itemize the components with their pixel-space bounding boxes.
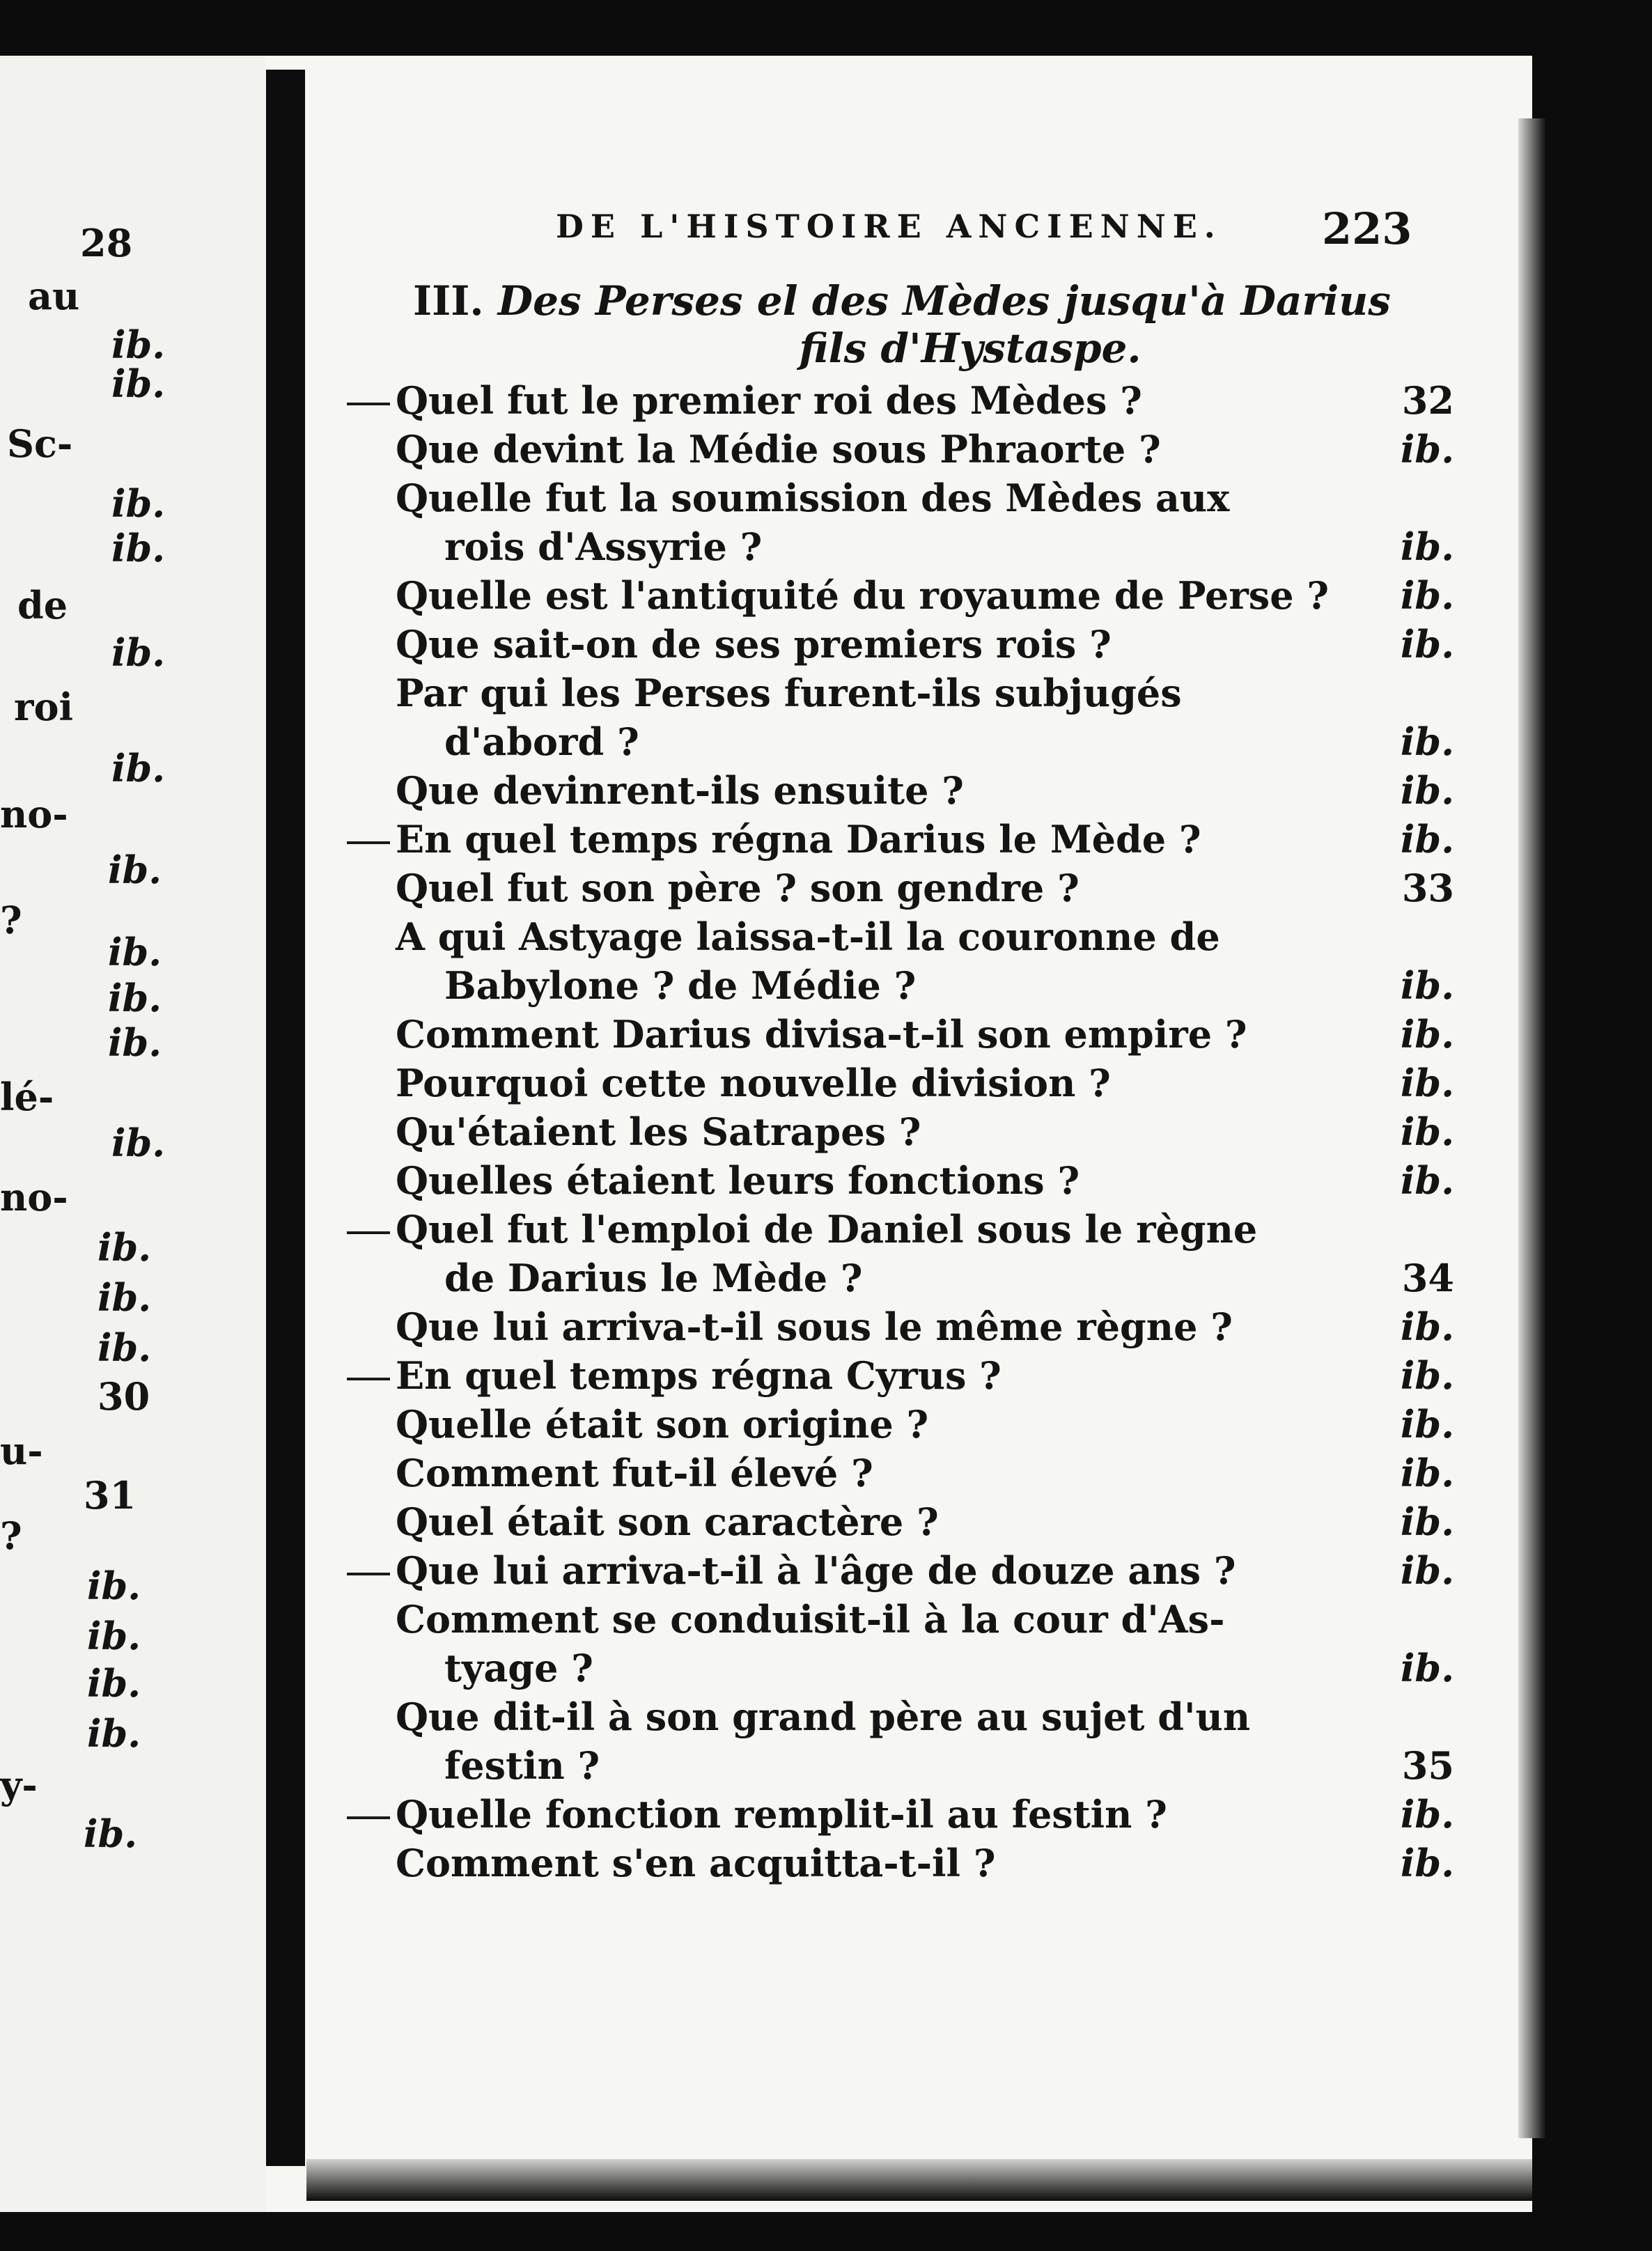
section-title-line2: fils d'Hystaspe. [799, 325, 1141, 372]
scan-border-bottom [0, 2212, 1652, 2251]
entry-page-ref: ib. [1400, 524, 1454, 569]
entry-question: Quelle est l'antiquité du royaume de Perse ? [396, 573, 1330, 618]
left-page-item: ? [0, 1513, 22, 1558]
entry-question: Quelle fut la soumission des Mèdes aux [396, 476, 1230, 520]
margin-pencil-mark [347, 1573, 390, 1575]
entry-page-ref: ib. [1400, 1792, 1454, 1837]
margin-pencil-mark [347, 403, 390, 405]
entry-page-ref: ib. [1400, 573, 1454, 618]
left-page-item: ib. [98, 1275, 152, 1320]
entry-page-ref: ib. [1400, 1304, 1454, 1349]
toc-entry [396, 1156, 1454, 1205]
entry-question: Pourquoi cette nouvelle division ? [396, 1061, 1111, 1105]
entry-page-ref: ib. [1400, 1548, 1454, 1593]
left-page-item: ib. [111, 630, 166, 675]
left-page-fragment [0, 56, 266, 2212]
entry-question: Que sait-on de ses premiers rois ? [396, 622, 1112, 667]
entry-question: Que lui arriva-t-il à l'âge de douze ans ? [396, 1548, 1236, 1593]
running-title: DE L'HISTOIRE ANCIENNE. [556, 208, 1222, 245]
entry-question: En quel temps régna Cyrus ? [396, 1353, 1002, 1398]
section-title [413, 277, 1472, 372]
left-page-item: au [28, 274, 80, 318]
toc-entry [396, 669, 1454, 766]
margin-pencil-mark [347, 1231, 390, 1234]
toc-entry [396, 815, 1454, 864]
entry-page-ref: 34 [1401, 1256, 1454, 1300]
page-bottom-shadow [306, 2159, 1532, 2201]
entry-question: Comment se conduisit-il à la cour d'As- [396, 1597, 1225, 1642]
left-page-item: de [17, 583, 68, 628]
left-page-item: ib. [84, 1812, 138, 1856]
left-page-item: ib. [108, 848, 162, 892]
entry-question: Comment s'en acquitta-t-il ? [396, 1841, 996, 1885]
entry-page-ref: ib. [1400, 1012, 1454, 1057]
left-page-item: ib. [87, 1661, 141, 1706]
entry-question-continuation: tyage ? [444, 1646, 593, 1690]
left-page-item: ib. [98, 1325, 152, 1370]
toc-entry [396, 1497, 1454, 1546]
entry-question: Que devinrent-ils ensuite ? [396, 768, 964, 813]
toc-entry [396, 864, 1454, 912]
margin-pencil-mark [347, 1378, 390, 1380]
entry-question: Quel fut le premier roi des Mèdes ? [396, 378, 1142, 423]
entry-question: Comment fut-il élevé ? [396, 1451, 873, 1495]
entry-page-ref: ib. [1400, 719, 1454, 764]
entry-question: Que dit-il à son grand père au sujet d'un [396, 1695, 1251, 1739]
entry-page-ref: ib. [1400, 1158, 1454, 1203]
book-gutter [266, 70, 305, 2166]
scan-border-top [0, 0, 1652, 56]
entry-question: A qui Astyage laissa-t-il la couronne de [396, 914, 1220, 959]
entry-page-ref: 32 [1401, 378, 1454, 423]
entry-page-ref: ib. [1400, 963, 1454, 1008]
left-page-item: ib. [87, 1564, 141, 1608]
entry-question-continuation: de Darius le Mède ? [444, 1256, 863, 1300]
left-page-item: ib. [87, 1711, 141, 1756]
entry-page-ref: ib. [1400, 768, 1454, 813]
toc-entry [396, 1351, 1454, 1400]
toc-entry [396, 376, 1454, 425]
entry-page-ref: ib. [1400, 817, 1454, 862]
left-page-item: ib. [108, 1020, 162, 1065]
entry-page-ref: ib. [1400, 1451, 1454, 1495]
left-page-item: 31 [84, 1473, 137, 1518]
section-title-line1: Des Perses el des Mèdes jusqu'à Darius [497, 277, 1391, 325]
entry-question: Quelles étaient leurs fonctions ? [396, 1158, 1080, 1203]
toc-entry [396, 1059, 1454, 1107]
section-number: III. [413, 277, 484, 325]
entry-page-ref: ib. [1400, 1061, 1454, 1105]
entry-question: Qu'étaient les Satrapes ? [396, 1109, 921, 1154]
entry-question: Quelle fonction remplit-il au festin ? [396, 1792, 1167, 1837]
left-page-item: no- [0, 792, 68, 836]
left-page-item: ib. [98, 1225, 152, 1270]
left-page-item: ib. [111, 361, 166, 406]
toc-entry [396, 1107, 1454, 1156]
toc-entry [396, 766, 1454, 815]
toc-entry [396, 620, 1454, 669]
toc-entry [396, 1839, 1454, 1887]
toc-entry [396, 912, 1454, 1010]
left-page-item: 28 [80, 221, 133, 265]
toc-entry [396, 1449, 1454, 1497]
entry-question-continuation: d'abord ? [444, 719, 639, 764]
left-page-item: ib. [111, 481, 166, 526]
toc-entry [396, 1400, 1454, 1449]
page-edge-shadow [1518, 118, 1546, 2138]
left-page-item: lé- [0, 1075, 54, 1119]
toc-entry [396, 1302, 1454, 1351]
entry-page-ref: ib. [1400, 1353, 1454, 1398]
entry-question: Quel fut son père ? son gendre ? [396, 866, 1080, 910]
entry-page-ref: ib. [1400, 1646, 1454, 1690]
left-page-item: ib. [108, 930, 162, 974]
entry-page-ref: 35 [1401, 1743, 1454, 1788]
entry-question-continuation: festin ? [444, 1743, 600, 1788]
entry-page-ref: ib. [1400, 1109, 1454, 1154]
entry-question: Que lui arriva-t-il sous le même règne ? [396, 1304, 1233, 1349]
left-page-item: no- [0, 1175, 68, 1220]
left-page-item: ib. [87, 1614, 141, 1658]
toc-entry [396, 1692, 1454, 1790]
page-number: 223 [1322, 203, 1412, 254]
entry-question: En quel temps régna Darius le Mède ? [396, 817, 1201, 862]
left-page-item: ib. [111, 1121, 166, 1165]
entry-page-ref: ib. [1400, 427, 1454, 472]
scan-border-right [1532, 0, 1652, 2251]
left-page-item: ib. [108, 976, 162, 1020]
entry-page-ref: ib. [1400, 1402, 1454, 1447]
entry-page-ref: 33 [1401, 866, 1454, 910]
entry-question-continuation: Babylone ? de Médie ? [444, 963, 917, 1008]
left-page-item: ib. [111, 526, 166, 570]
entry-page-ref: ib. [1400, 1841, 1454, 1885]
left-page-item: roi [14, 685, 73, 729]
entry-question: Par qui les Perses furent-ils subjugés [396, 671, 1182, 715]
toc-entry [396, 474, 1454, 571]
left-page-item: ? [0, 898, 22, 942]
entry-question: Quel était son caractère ? [396, 1500, 939, 1544]
entry-question: Comment Darius divisa-t-il son empire ? [396, 1012, 1247, 1057]
toc-entry [396, 1010, 1454, 1059]
entry-page-ref: ib. [1400, 1500, 1454, 1544]
left-page-item: u- [0, 1428, 43, 1473]
toc-entry [396, 571, 1454, 620]
entry-question: Quel fut l'emploi de Daniel sous le règne [396, 1207, 1258, 1252]
left-page-item: ib. [111, 746, 166, 790]
toc-entry [396, 1595, 1454, 1692]
right-page [305, 104, 1518, 2159]
toc-entry [396, 1546, 1454, 1595]
left-page-item: ib. [111, 322, 166, 367]
toc-entry [396, 425, 1454, 474]
margin-pencil-mark [347, 841, 390, 844]
toc-entry [396, 1790, 1454, 1839]
left-page-item: 30 [98, 1374, 150, 1419]
entry-page-ref: ib. [1400, 622, 1454, 667]
margin-pencil-mark [347, 1816, 390, 1819]
entry-question: Que devint la Médie sous Phraorte ? [396, 427, 1161, 472]
entry-question: Quelle était son origine ? [396, 1402, 929, 1447]
toc-entry [396, 1205, 1454, 1302]
entry-question-continuation: rois d'Assyrie ? [444, 524, 763, 569]
left-page-item: Sc- [7, 421, 73, 466]
left-page-item: y- [0, 1763, 38, 1807]
